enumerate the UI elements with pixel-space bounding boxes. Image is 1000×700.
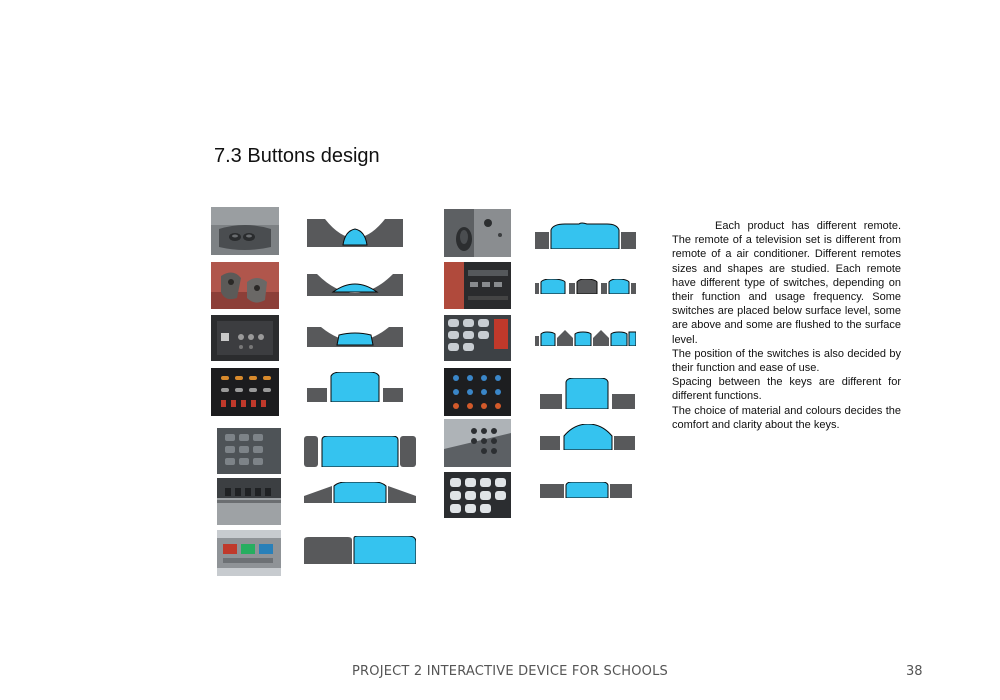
description-paragraph-3: Spacing between the keys are different for different functions.: [672, 376, 901, 403]
remote-photo-1: [211, 207, 279, 255]
button-profile-flush-wide: [304, 436, 416, 467]
button-profile-sunken-deep: [307, 215, 403, 247]
remote-photo-2: [211, 262, 279, 309]
remote-photo-6: [217, 478, 281, 525]
remote-photo-7: [217, 530, 281, 576]
description-paragraph-4: The choice of material and colours decides the comfort and clarity about the keys.: [672, 404, 901, 431]
button-profile-sunken-flat: [307, 325, 403, 347]
description-paragraph-1: Each product has different remote. The remote of a television set is different from remote of a air conditioner. Different remotes sizes and shapes are studied. Each remote have different type of switches, depending on their function and usage frequency. Some switches are placed below surface level, some are above and some are flushed to the surface level.: [672, 220, 901, 346]
remote-photo-10: [444, 315, 511, 361]
remote-photo-3: [211, 315, 279, 361]
button-profile-flush-low: [540, 482, 632, 498]
remote-photo-5: [217, 428, 281, 474]
remote-photo-4: [211, 368, 279, 416]
button-profile-raised-dome-top: [535, 222, 636, 249]
description-paragraph-2: The position of the switches is also decided by their function and ease of use.: [672, 347, 901, 375]
button-profile-raised-block: [307, 372, 403, 402]
remote-photo-9: [444, 262, 511, 309]
remote-photo-13: [444, 472, 511, 518]
button-profile-sunken-wide: [307, 272, 403, 296]
button-profile-triple-raised: [535, 279, 636, 294]
remote-photo-11: [444, 368, 511, 416]
button-profile-raised-between-slopes: [304, 482, 416, 503]
section-title: 7.3 Buttons design: [214, 145, 380, 167]
description-text: [672, 219, 901, 432]
button-profile-flush-split: [304, 536, 416, 564]
button-profile-multi-with-ridges: [535, 328, 636, 346]
button-profile-raised-center: [540, 378, 635, 409]
remote-photo-8: [444, 209, 511, 257]
footer-project-title: PROJECT 2 INTERACTIVE DEVICE FOR SCHOOLS: [352, 664, 668, 679]
remote-photo-12: [444, 419, 511, 467]
page-number: 38: [906, 664, 923, 679]
button-profile-dome-center: [540, 424, 635, 450]
